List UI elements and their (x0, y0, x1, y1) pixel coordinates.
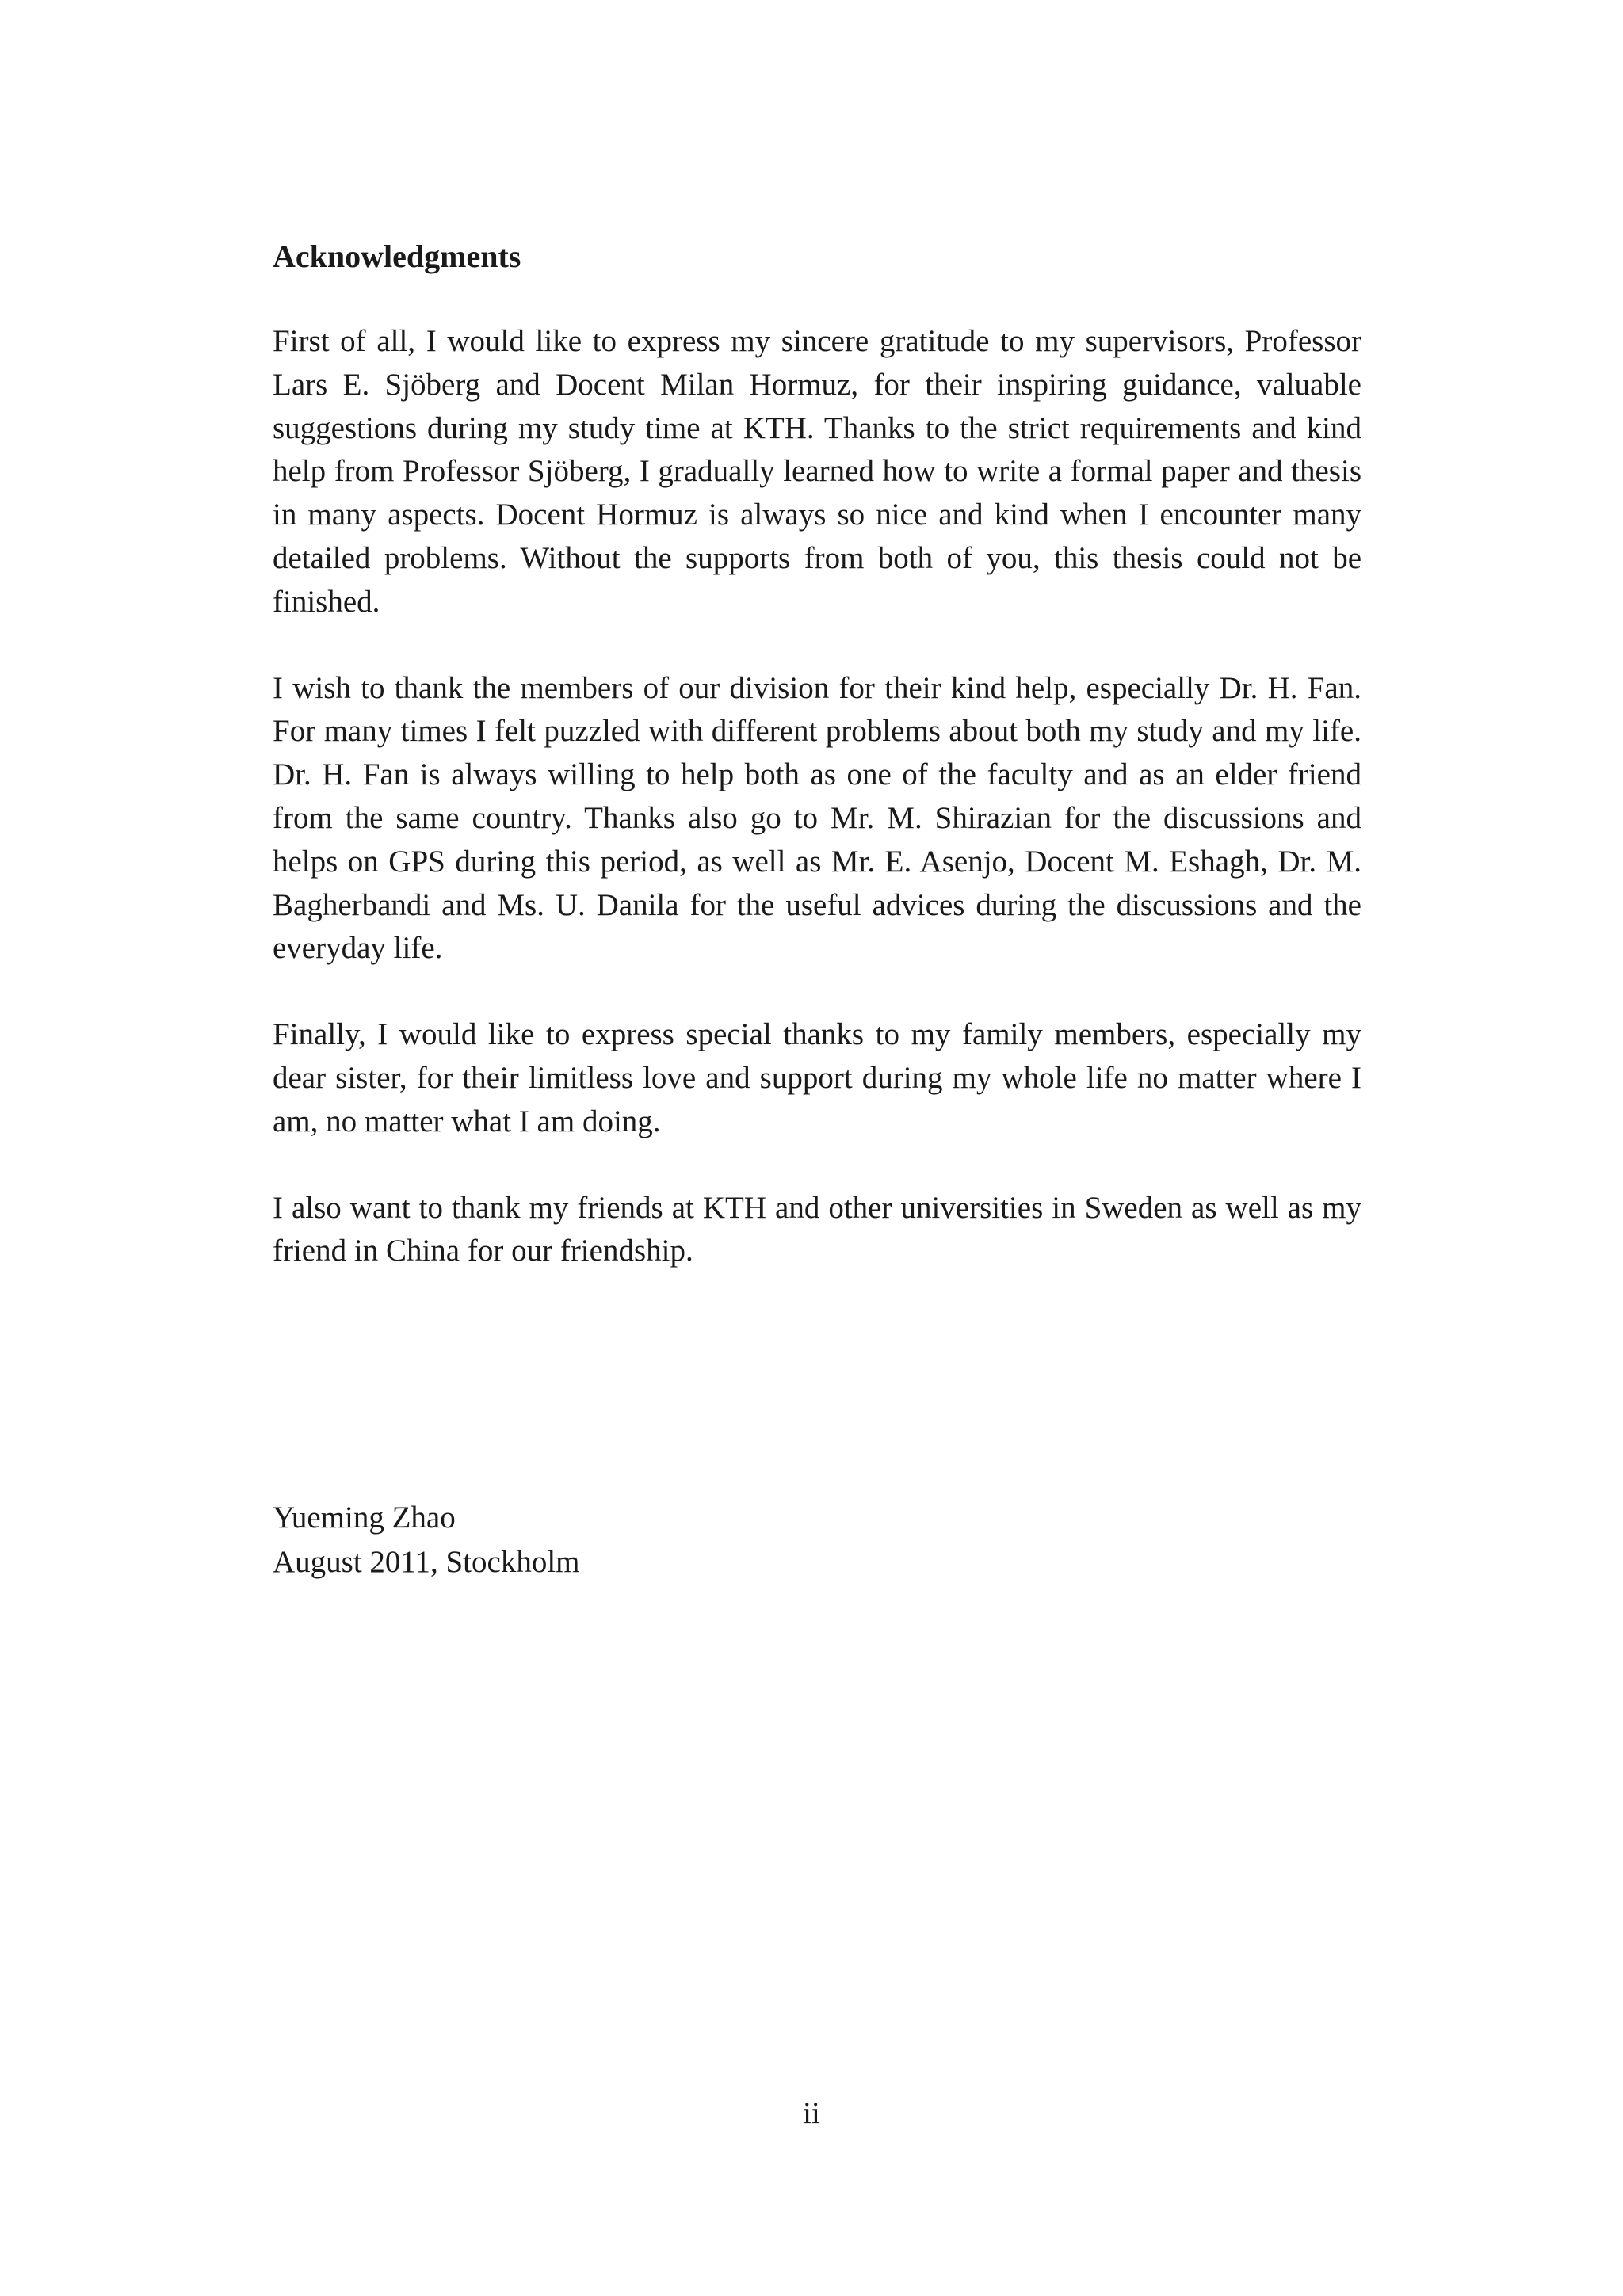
paragraph-division: I wish to thank the members of our division for their kind help, especially Dr. H. Fan. For many times I felt puzzled with different problems about both my study and my life. Dr. H. Fan is always willing to help both as one of the faculty and as an elder friend from the same country. Thanks also go to Mr. M. Shirazian for the discussions and helps on GPS during this period, as well as Mr. E. Asenjo, Docent M. Eshagh, Dr. M. Bagherbandi and Ms. U. Danila for the useful advices during the discussions and the everyday life. (273, 670, 1361, 966)
signature-block (273, 1496, 580, 1585)
paragraph-supervisors: First of all, I would like to express my sincere gratitude to my supervisors, Professor Lars E. Sjöberg and Docent Milan Hormuz, for their inspiring guidance, valuable suggestions during my study time at KTH. Thanks to the strict requirements and kind help from Professor Sjöberg, I gradually learned how to write a formal paper and thesis in many aspects. Docent Hormuz is always so nice and kind when I encounter many detailed problems. Without the supports from both of you, this thesis could not be finished. (273, 324, 1361, 619)
author-name: Yueming Zhao (273, 1501, 456, 1535)
page-number: ii (803, 2096, 820, 2130)
date-place: August 2011, Stockholm (273, 1545, 580, 1579)
paragraph-friends: I also want to thank my friends at KTH and other universities in Sweden as well as my friend in China for our friendship. (273, 1190, 1361, 1268)
acknowledgments-section (273, 235, 1361, 1316)
section-heading: Acknowledgments (273, 238, 521, 274)
paragraph-family: Finally, I would like to express special thanks to my family members, especially my dear sister, for their limitless love and support during my whole life no matter where I am, no matter what I am doing. (273, 1017, 1361, 1138)
